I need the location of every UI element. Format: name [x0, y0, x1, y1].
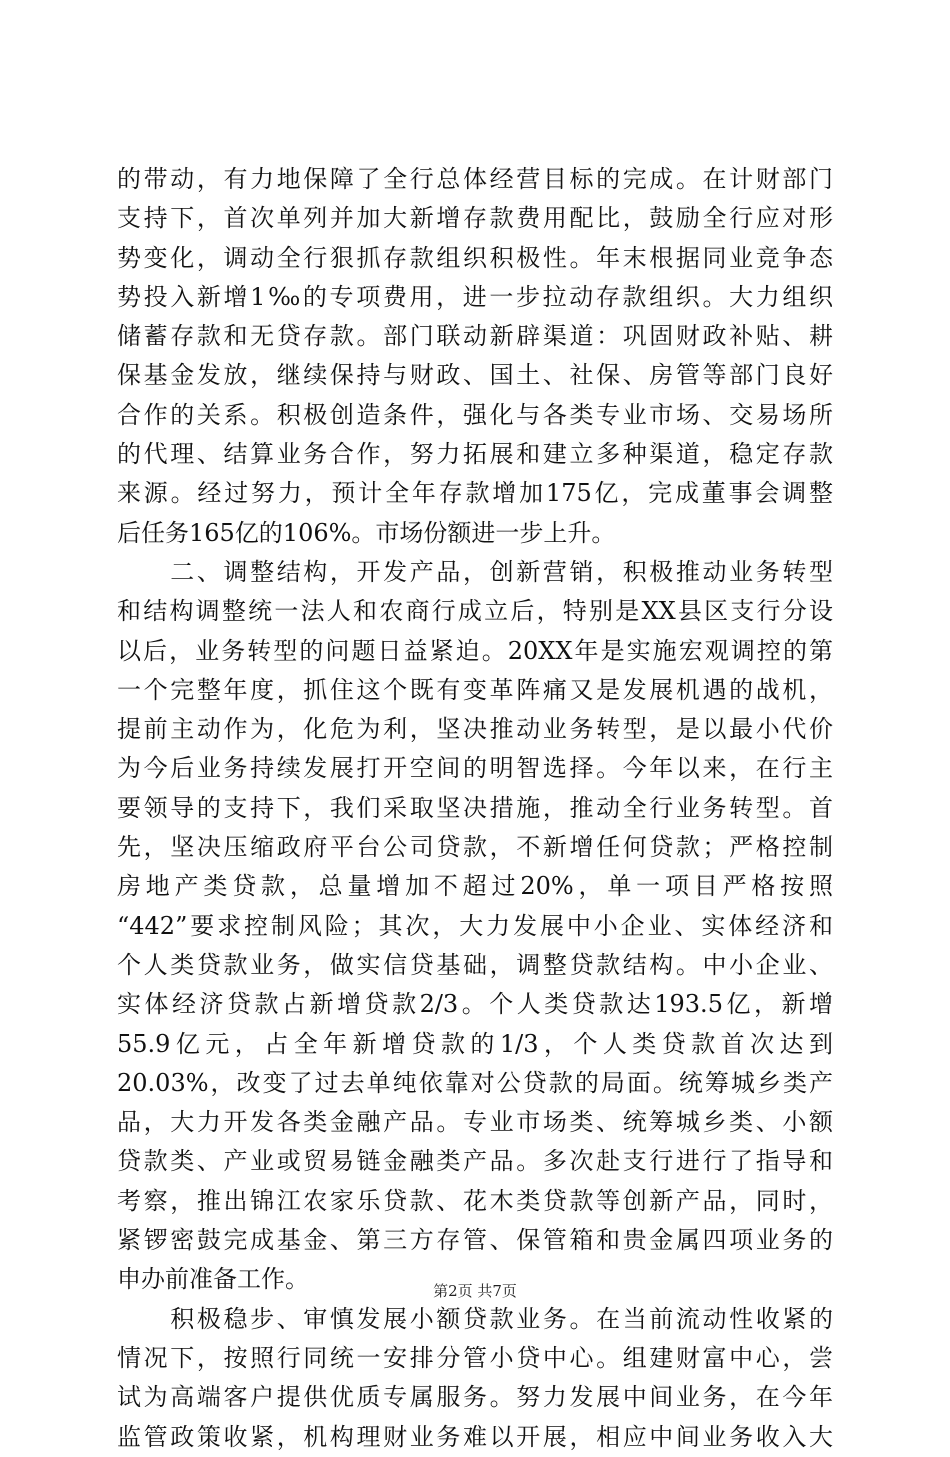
text-line: 实体经济贷款占新增贷款2/3。个人类贷款达193.5亿，新增	[117, 990, 833, 1019]
text-line: 试为高端客户提供优质专属服务。努力发展中间业务，在今年	[117, 1383, 833, 1412]
text-line: “442”要求控制风险；其次，大力发展中小企业、实体经济和	[117, 911, 833, 940]
text-line: 监管政策收紧，机构理财业务难以开展，相应中间业务收入大	[117, 1422, 833, 1451]
text-line: 20.03%，改变了过去单纯依靠对公贷款的局面。统筹城乡类产	[117, 1068, 833, 1097]
text-line: 的代理、结算业务合作，努力拓展和建立多种渠道，稳定存款	[117, 440, 833, 469]
text-line: 个人类贷款业务，做实信贷基础，调整贷款结构。中小企业、	[117, 950, 833, 979]
text-line: 支持下，首次单列并加大新增存款费用配比，鼓励全行应对形	[117, 204, 833, 233]
text-line: 势变化，调动全行狠抓存款组织积极性。年末根据同业竞争态	[117, 243, 833, 272]
text-line: 以后，业务转型的问题日益紧迫。20XX年是实施宏观调控的第	[117, 636, 833, 665]
text-line: 考察，推出锦江农家乐贷款、花木类贷款等创新产品，同时，	[117, 1186, 833, 1215]
text-line: 品，大力开发各类金融产品。专业市场类、统筹城乡类、小额	[117, 1108, 833, 1137]
text-line: 的带动，有力地保障了全行总体经营目标的完成。在计财部门	[117, 165, 833, 193]
text-line: 申办前准备工作。	[117, 1265, 309, 1294]
text-line: 为今后业务持续发展打开空间的明智选择。今年以来，在行主	[117, 754, 833, 783]
text-line: 55.9亿元，占全年新增贷款的1/3，个人类贷款首次达到	[117, 1029, 833, 1058]
text-line: 积极稳步、审慎发展小额贷款业务。在当前流动性收紧的	[117, 1304, 833, 1333]
text-line: 房地产类贷款，总量增加不超过20%，单一项目严格按照	[117, 872, 833, 901]
text-line: 二、调整结构，开发产品，创新营销，积极推动业务转型	[117, 557, 833, 586]
text-line: 保基金发放，继续保持与财政、国土、社保、房管等部门良好	[117, 361, 833, 390]
text-line: 势投入新增1‰的专项费用，进一步拉动存款组织。大力组织	[117, 282, 833, 311]
text-line: 提前主动作为，化危为利，坚决推动业务转型，是以最小代价	[117, 715, 833, 744]
page-footer: 第2页 共7页	[433, 1282, 517, 1300]
text-line: 一个完整年度，抓住这个既有变革阵痛又是发展机遇的战机，	[117, 675, 833, 704]
text-line: 情况下，按照行同统一安排分管小贷中心。组建财富中心，尝	[117, 1343, 833, 1372]
text-line: 和结构调整统一法人和农商行成立后，特别是XX县区支行分设	[117, 597, 833, 626]
text-line: 后任务165亿的106%。市场份额进一步上升。	[117, 518, 616, 547]
text-line: 紧锣密鼓完成基金、第三方存管、保管箱和贵金属四项业务的	[117, 1226, 833, 1255]
text-line: 合作的关系。积极创造条件，强化与各类专业市场、交易场所	[117, 400, 833, 429]
text-line: 来源。经过努力，预计全年存款增加175亿，完成董事会调整	[117, 479, 833, 508]
text-line: 储蓄存款和无贷存款。部门联动新辟渠道：巩固财政补贴、耕	[117, 322, 833, 351]
text-line: 贷款类、产业或贸易链金融类产品。多次赴支行进行了指导和	[117, 1147, 833, 1176]
text-line: 先，坚决压缩政府平台公司贷款，不新增任何贷款；严格控制	[117, 833, 833, 862]
body-text	[117, 160, 833, 1457]
text-line: 要领导的支持下，我们采取坚决措施，推动全行业务转型。首	[117, 793, 833, 822]
